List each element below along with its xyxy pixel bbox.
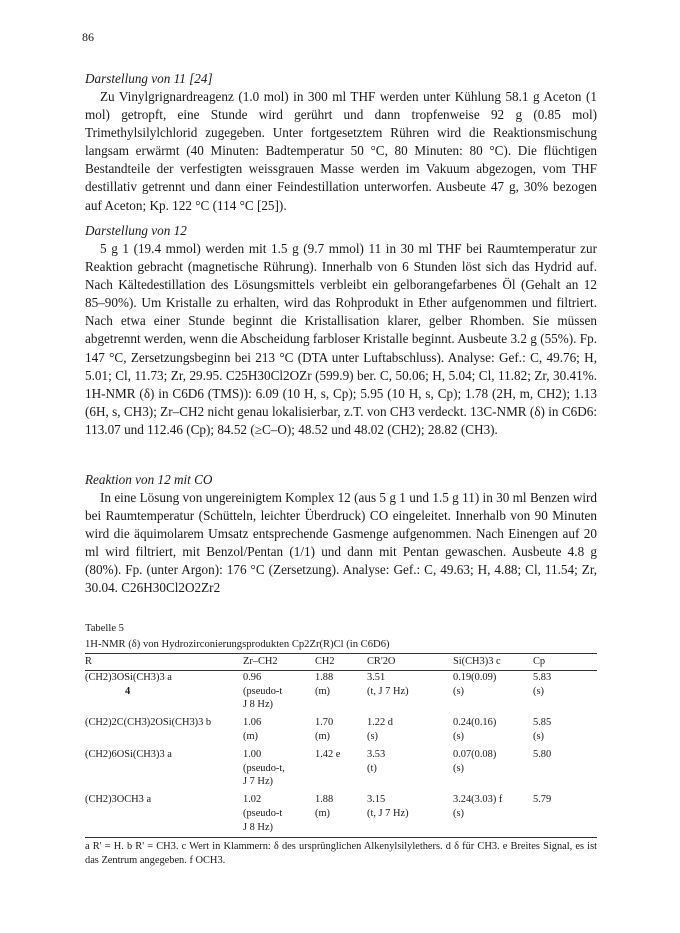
table-cell: J 7 Hz) [243, 776, 274, 788]
table-cell: (s) [453, 807, 464, 819]
section-heading: Darstellung von 12 [85, 223, 187, 238]
table-cell: (s) [533, 685, 544, 697]
table-cell [85, 730, 243, 748]
table-cell: (s) [453, 685, 464, 697]
table-cell: 0.19(0.09) [453, 671, 497, 683]
table-cell: 0.07(0.08) [453, 748, 497, 760]
table-cell: (pseudo-t [243, 807, 283, 819]
header-sime3: Si(CH3)3 c [453, 656, 501, 667]
table-cell: (CH2)3OSi(CH3)3 a [85, 671, 172, 683]
table-cell: 1.00 [243, 748, 262, 760]
data-table [85, 653, 597, 835]
table-cell: 4 [125, 685, 131, 697]
table-cell [367, 821, 453, 835]
table-cell: J 8 Hz) [243, 699, 274, 711]
table-row [85, 748, 597, 762]
section-darstellung-11 [85, 70, 597, 215]
table-row [85, 821, 597, 835]
table-cell [453, 821, 533, 835]
table-cell [315, 775, 367, 793]
table-cell: (m) [315, 685, 331, 697]
table-cell: 5.83 [533, 671, 552, 683]
table-cell: 3.24(3.03) f [453, 794, 503, 806]
section-heading: Darstellung von 11 [24] [85, 71, 213, 86]
table-row [85, 698, 597, 716]
table-header-row [85, 654, 597, 671]
table-cell [533, 775, 597, 793]
table-label: Tabelle 5 [85, 623, 124, 634]
section-reaktion-co [85, 471, 597, 598]
table-cell [453, 698, 533, 716]
table-cell: 3.15 [367, 794, 386, 806]
table-row [85, 670, 597, 684]
header-cp: Cp [533, 656, 546, 667]
table-cell: (t, J 7 Hz) [367, 685, 409, 697]
table-cell: 1.22 d [367, 717, 393, 729]
table-cell: (t) [367, 762, 377, 774]
header-ch2: CH2 [315, 656, 335, 667]
table-cell [85, 698, 243, 716]
table-row [85, 716, 597, 730]
section-body: 5 g 1 (19.4 mmol) werden mit 1.5 g (9.7 mmol) 11 in 30 ml THF bei Raumtemperatur zur Reaktion gebracht (magnetische Rührung). Innerhalb von 6 Stunden löst sich das Hydrid auf. Nach Kältedestillation des Lösungsmittels verbleibt ein gelborangefarbenes Öl (Gehalt an 12 85–90%). Um Kristalle zu erhalten, wird das Rohprodukt in Ether aufgenommen und filtriert. Nach etwa einer Stunde beginnt die Kristallisation klarer, gelber Rhomben. Sie müssen abgetrennt werden, wenn die Abscheidung farbloser Kristalle beginnt. Ausbeute 3.2 g (55%). Fp. 147 °C, Zersetzungsbeginn bei 213 °C (DTA unter Luftabschluss). Analyse: Gef.: C, 49.76; H, 5.01; Cl, 11.73; Zr, 29.95. C25H30Cl2OZr (599.9) ber. C, 50.06; H, 5.04; Cl, 11.82; Zr, 30.41%. 1H-NMR (δ) in C6D6 (TMS)): 6.09 (10 H, s, Cp); 5.95 (10 H, s, Cp); 1.78 (2H, m, CH2); 1.13 (6H, s, CH3); Zr–CH2 nicht genau lokalisierbar, z.T. von CH3 verdeckt. 13C-NMR (δ) in C6D6: 113.07 und 112.46 (Cp); 84.52 (≥C–O); 48.52 und 48.02 (CH2); 28.82 (CH3). [85, 241, 597, 437]
table-cell [85, 775, 243, 793]
table-row [85, 685, 597, 699]
table-cell [85, 762, 243, 776]
table-cell [85, 821, 243, 835]
table-cell: 1.06 [243, 717, 262, 729]
table-cell: 5.80 [533, 748, 552, 760]
table-cell: (m) [243, 730, 259, 742]
table-cell [533, 762, 597, 776]
table-cell: 1.70 [315, 717, 334, 729]
page-number: 86 [82, 30, 94, 44]
section-heading: Reaktion von 12 mit CO [85, 472, 213, 487]
nmr-table [85, 621, 597, 868]
table-cell [533, 821, 597, 835]
table-row [85, 762, 597, 776]
header-zr-ch2: Zr–CH2 [243, 656, 278, 667]
table-cell: (s) [453, 730, 464, 742]
section-body: Zu Vinylgrignardreagenz (1.0 mol) in 300 ml THF werden unter Kühlung 58.1 g Aceton (1 mol) getropft, eine Stunde wird gerührt und dann tropfenweise 92 g (0.85 mol) Trimethylsilylchlorid zugegeben. Unter fortgesetztem Rühren wird die Reaktionsmischung langsam erwärmt (40 Minuten: Badtemperatur 50 °C, 80 Minuten: 80 °C). Die flüchtigen Bestandteile der verfestigten weissgrauen Masse werden im Vakuum abgezogen, vom THF destillativ getrennt und dann einer Feindestillation unterworfen. Ausbeute 47 g, 30% bezogen auf Aceton; Kp. 122 °C (114 °C [25]). [85, 89, 597, 213]
table-cell: (CH2)2C(CH3)2OSi(CH3)3 b [85, 717, 212, 729]
table-cell: 5.85 [533, 717, 552, 729]
table-cell: (CH2)3OCH3 a [85, 794, 152, 806]
table-cell: (s) [367, 730, 378, 742]
table-cell [533, 698, 597, 716]
table-cell: 1.42 e [315, 748, 341, 760]
table-cell: 1.02 [243, 794, 262, 806]
table-row [85, 793, 597, 807]
table-cell: (CH2)6OSi(CH3)3 a [85, 748, 172, 760]
table-cell: (pseudo-t [243, 685, 283, 697]
table-footnotes: a R' = H. b R' = CH3. c Wert in Klammern: δ des ursprünglichen Alkenylsilylethers. d δ für CH3. e Breites Signal, es ist das Zentrum angegeben. f OCH3. [85, 837, 597, 868]
table-cell: 1.88 [315, 794, 334, 806]
section-body: In eine Lösung von ungereinigtem Komplex 12 (aus 5 g 1 und 1.5 g 11) in 30 ml Benzen wird bei Raumtemperatur (Schütteln, leichter Überdruck) CO eingeleitet. Innerhalb von 90 Minuten wird die äquimolarem Umsatz entsprechende Gasmenge aufgenommen. Nach Einengen auf 20 ml wird filtriert, mit Benzol/Pentan (1/1) und dann mit Pentan gewaschen. Ausbeute 4.8 g (80%). Fp. (unter Argon): 176 °C (Zersetzung). Analyse: Gef.: C, 49.63; H, 4.88; Cl, 11.54; Zr, 30.04. C26H30Cl2O2Zr2 [85, 490, 597, 596]
table-cell: 3.51 [367, 671, 386, 683]
table-cell: 3.53 [367, 748, 386, 760]
table-cell [85, 807, 243, 821]
table-cell: (s) [533, 730, 544, 742]
section-darstellung-12 [85, 222, 597, 439]
table-cell: J 8 Hz) [243, 821, 274, 833]
table-cell: (pseudo-t, [243, 762, 285, 774]
table-row [85, 730, 597, 748]
table-row [85, 775, 597, 793]
table-cell: (s) [453, 762, 464, 774]
table-cell: (t, J 7 Hz) [367, 807, 409, 819]
table-cell [315, 698, 367, 716]
table-cell: 1.88 [315, 671, 334, 683]
table-cell [533, 807, 597, 821]
header-r: R [85, 656, 92, 667]
table-cell [367, 698, 453, 716]
table-cell: 0.96 [243, 671, 262, 683]
table-cell: 0.24(0.16) [453, 717, 497, 729]
header-cr2o: CR'2O [367, 656, 396, 667]
table-cell: (m) [315, 730, 331, 742]
table-cell: 5.79 [533, 794, 552, 806]
table-cell [367, 775, 453, 793]
table-cell [453, 775, 533, 793]
table-cell [315, 821, 367, 835]
table-caption: 1H-NMR (δ) von Hydrozirconierungsprodukten Cp2Zr(R)Cl (in C6D6) [85, 639, 390, 650]
table-cell [315, 762, 367, 776]
table-cell: (m) [315, 807, 331, 819]
table-row [85, 807, 597, 821]
